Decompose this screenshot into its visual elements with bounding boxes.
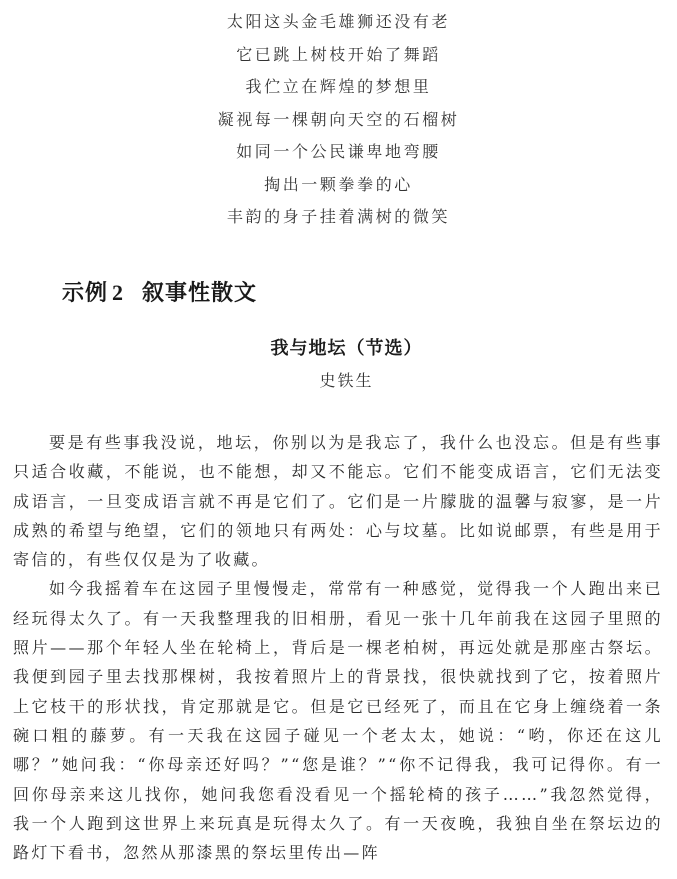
poem-line: 它已跳上树枝开始了舞蹈	[236, 44, 441, 64]
section-title: 叙事性散文	[142, 281, 258, 306]
section-number: 2	[112, 280, 125, 305]
poem-line: 太阳这头金毛雄狮还没有老	[226, 12, 451, 31]
paragraph: 如今我摇着车在这园子里慢慢走，常常有一种感觉，觉得我一个人跑出来已经玩得太久了。有一天我整理我的旧相册，看见一张十几年前我在这园子里照的照片——那个年轻人坐在轮椅上，背后是一棵老柏树，再远处就是那座古祭坛。我便到园子里去找那棵树，我按着照片上的背景找，很快就找到了它，按着照片上它枝干的形状找，肯定那就是它。但是它已经死了，而且在它身上缠绕着一条碗口粗的藤萝。有一天我在这园子碰见一个老太太，她说：“哟，你还在这儿哪？”她问我：“你母亲还好吗？”“您是谁？”“你不记得我，我可记得你。有一回你母亲来这儿找你，她问我您看没看见一个摇轮椅的孩子……”我忽然觉得，我一个人跑到这世界上来玩真是玩得太久了。有一天夜晚，我独自坐在祭坛边的路灯下看书，忽然从那漆黑的祭坛里传出—阵	[13, 579, 663, 863]
article-author: 史铁生	[319, 371, 374, 390]
poem-line: 我伫立在辉煌的梦想里	[245, 77, 432, 96]
section-label: 示例	[62, 281, 109, 306]
paragraph: 要是有些事我没说，地坛，你别以为是我忘了，我什么也没忘。但是有些事只适合收藏，不能说，也不能想，却又不能忘。它们不能变成语言，它们无法变成语言，一旦变成语言就不再是它们了。它们是一片朦胧的温馨与寂寥，是一片成熟的希望与绝望，它们的领地只有两处：心与坟墓。比如说邮票，有些是用于寄信的，有些仅仅是为了收藏。	[13, 433, 663, 570]
article-title: 我与地坛（节选）	[270, 338, 423, 359]
poem-line: 丰韵的身子挂着满树的微笑	[226, 207, 451, 226]
article-body	[13, 428, 663, 867]
poem-line: 掏出一颗拳拳的心	[264, 174, 413, 194]
poem-line: 如同一个公民谦卑地弯腰	[236, 142, 441, 161]
poem	[0, 6, 677, 234]
section-heading	[62, 276, 257, 307]
poem-line: 凝视每一棵朝向天空的石榴树	[217, 109, 460, 129]
